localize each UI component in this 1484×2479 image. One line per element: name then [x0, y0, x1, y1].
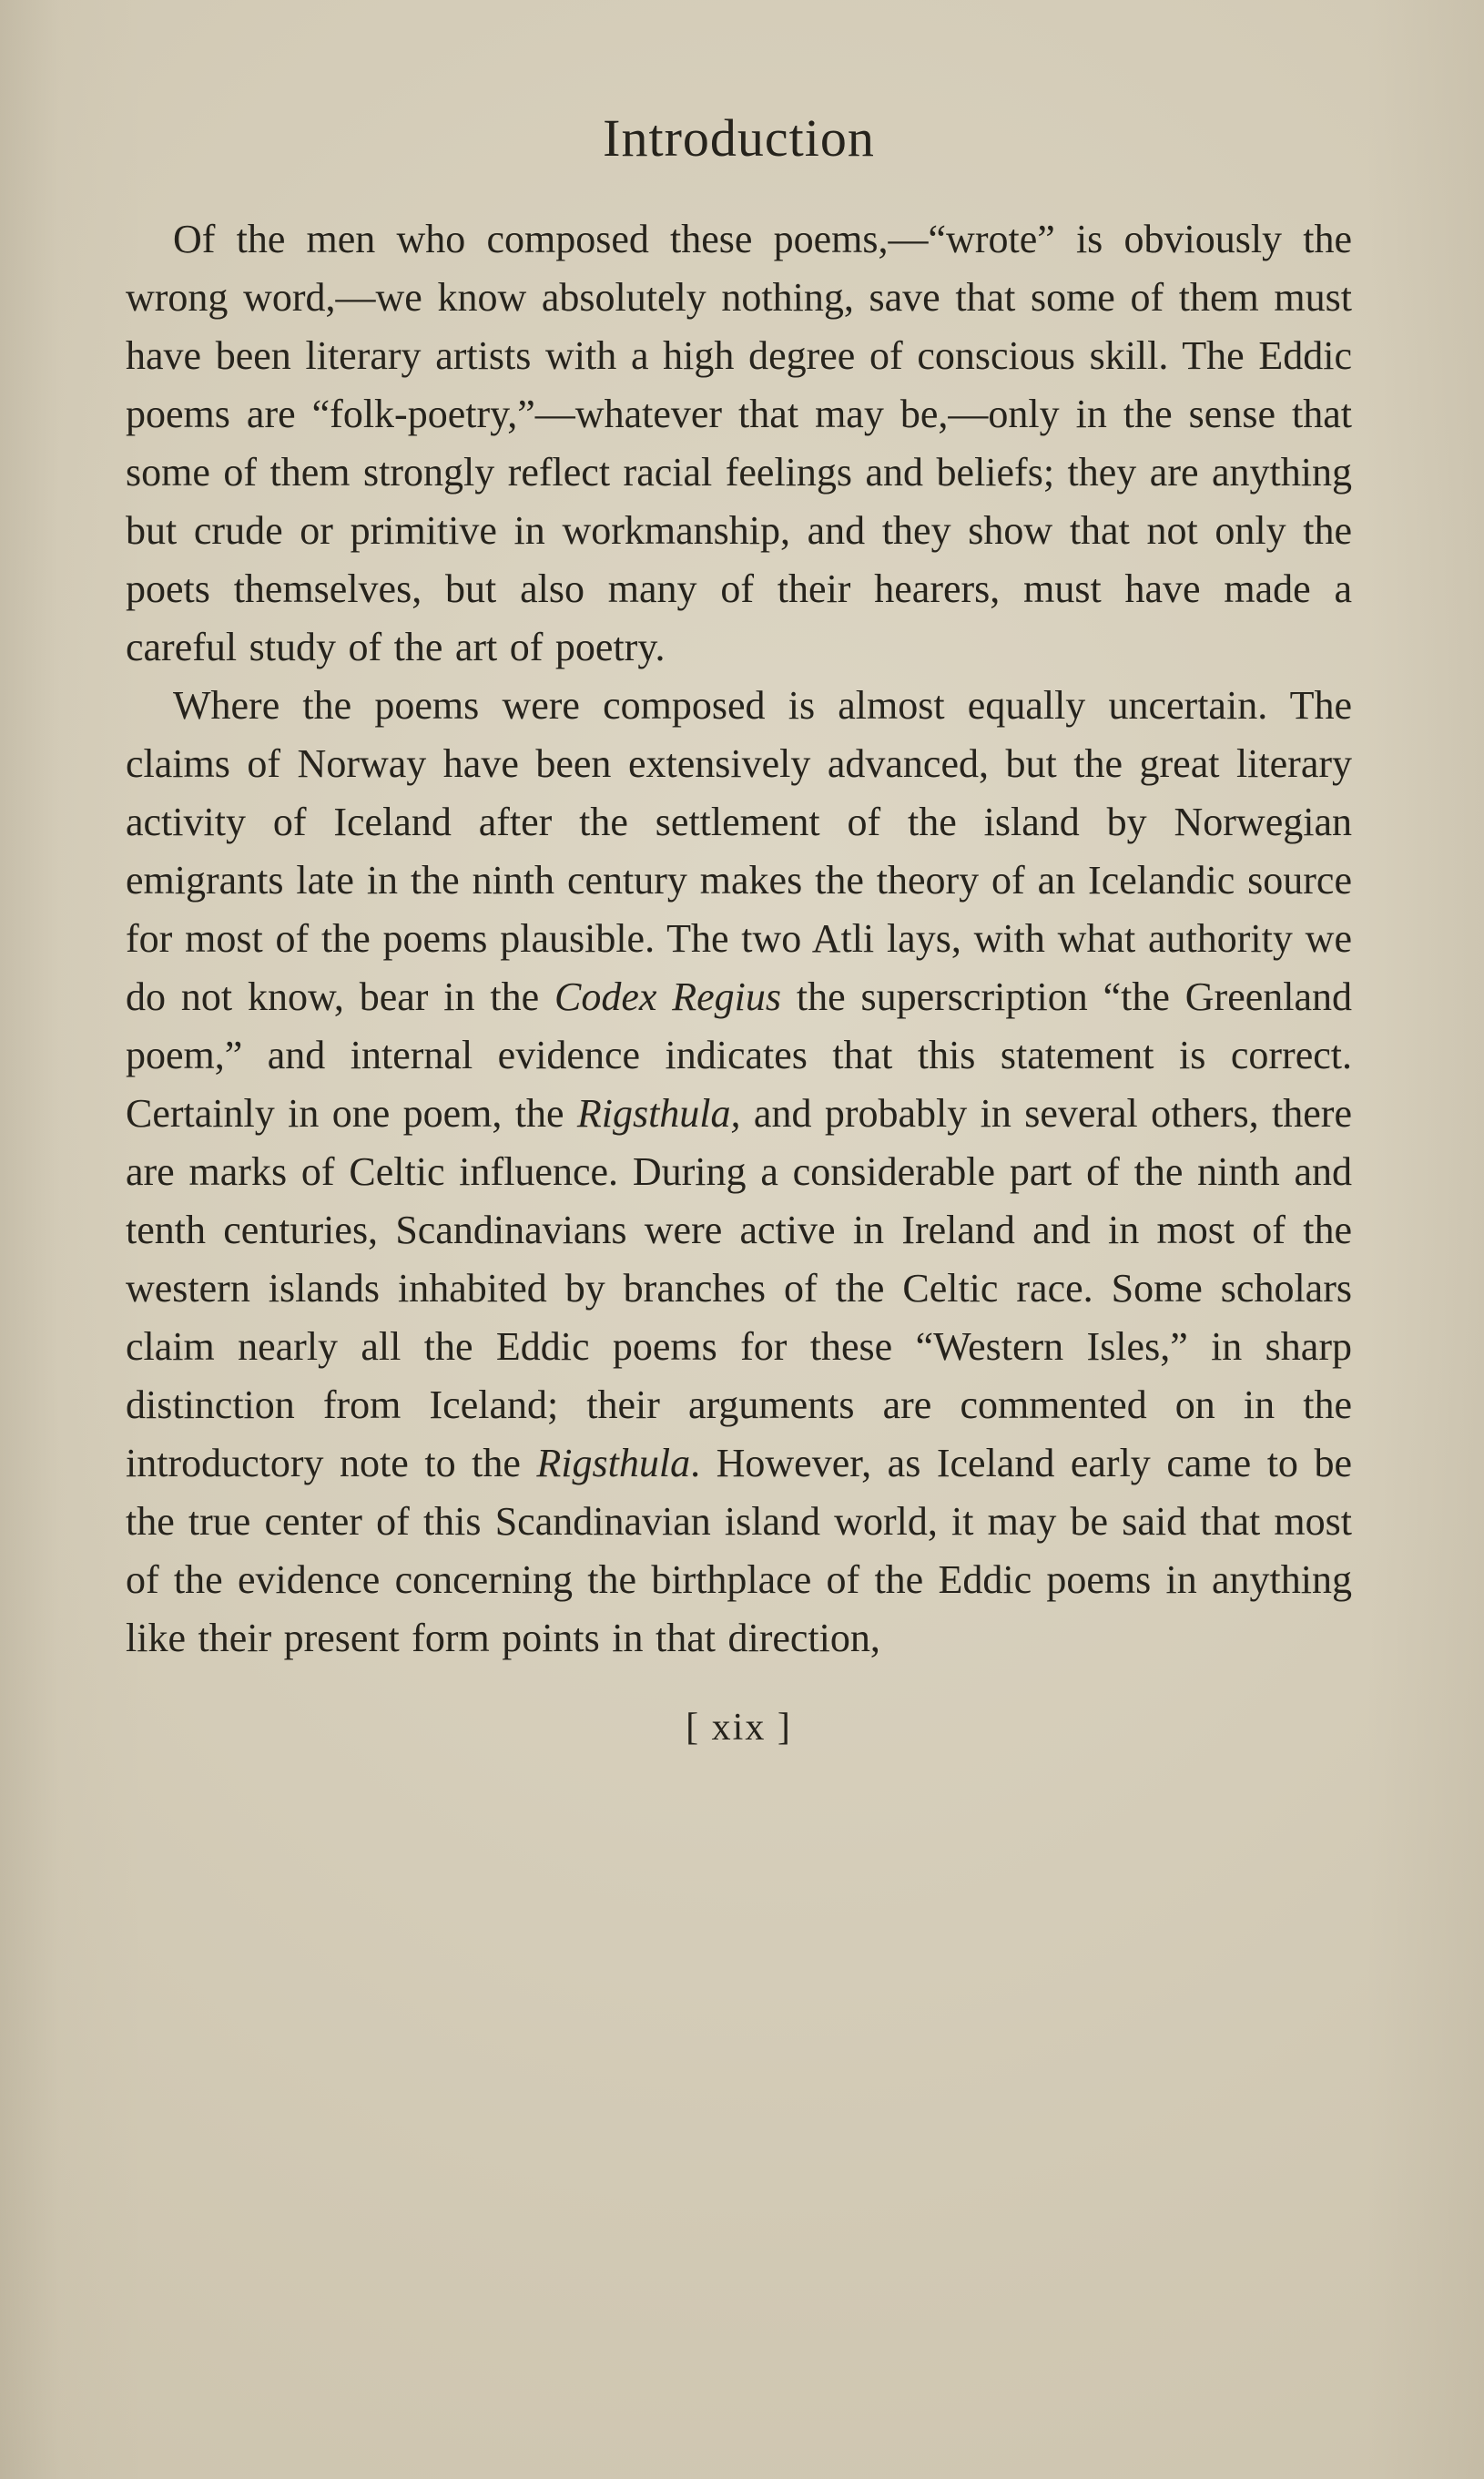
text-segment: Of the men who composed these poems,—“wrote” is obviously the wrong word,—we know absolutely nothing, save that some of them must have been literary artists with a high degree of conscious skill. The Eddic poems are “folk-poetry,”—whatever that may be,—only in the sense that some of them strongly reflect racial feelings and beliefs; they are anything but crude or primitive in workmanship, and they show that not only the poets themselves, but also many of their hearers, must have made a careful study of the art of poetry. [126, 217, 1352, 669]
italic-text-segment: Rigsthula [536, 1441, 691, 1485]
paragraph [126, 677, 1352, 1668]
text-segment: and probably in several others, there are marks of Celtic influence. During a considerable part of the ninth and tenth centuries, Scandinavians were active in Ireland and in most of the western islands inhabited by branches of the Celtic race. Some scholars claim nearly all the Eddic poems for these “Western Isles,” in sharp distinction from Iceland; their arguments are commented on in the introductory note to the [126, 1091, 1352, 1485]
page-number: [ xix ] [686, 1707, 792, 1749]
italic-text-segment: Rigsthula, [576, 1091, 741, 1136]
text-segment: Where the poems were composed is almost equally uncertain. The claims of Norway have been extensively advanced, but the great literary activity of Iceland after the settlement of the island by Norwegian emigrants late in the ninth century makes the theory of an Icelandic source for most of the poems plausible. The two Atli lays, with what authority we do not know, bear in the [126, 683, 1352, 1019]
paragraph [126, 210, 1352, 677]
body-text [126, 210, 1352, 1668]
page-title: Introduction [603, 108, 875, 168]
italic-text-segment: Codex Regius [554, 974, 782, 1019]
text-segment: . However, as Iceland early came to be the true center of this Scandinavian island world, it may be said that most of the evidence concerning the birthplace of the Eddic poems in anything like their present form points in that direction, [126, 1441, 1352, 1660]
text-segment: the superscription “the Greenland poem,” and internal evidence indicates that this statement is correct. Certainly in one poem, the [126, 974, 1353, 1136]
